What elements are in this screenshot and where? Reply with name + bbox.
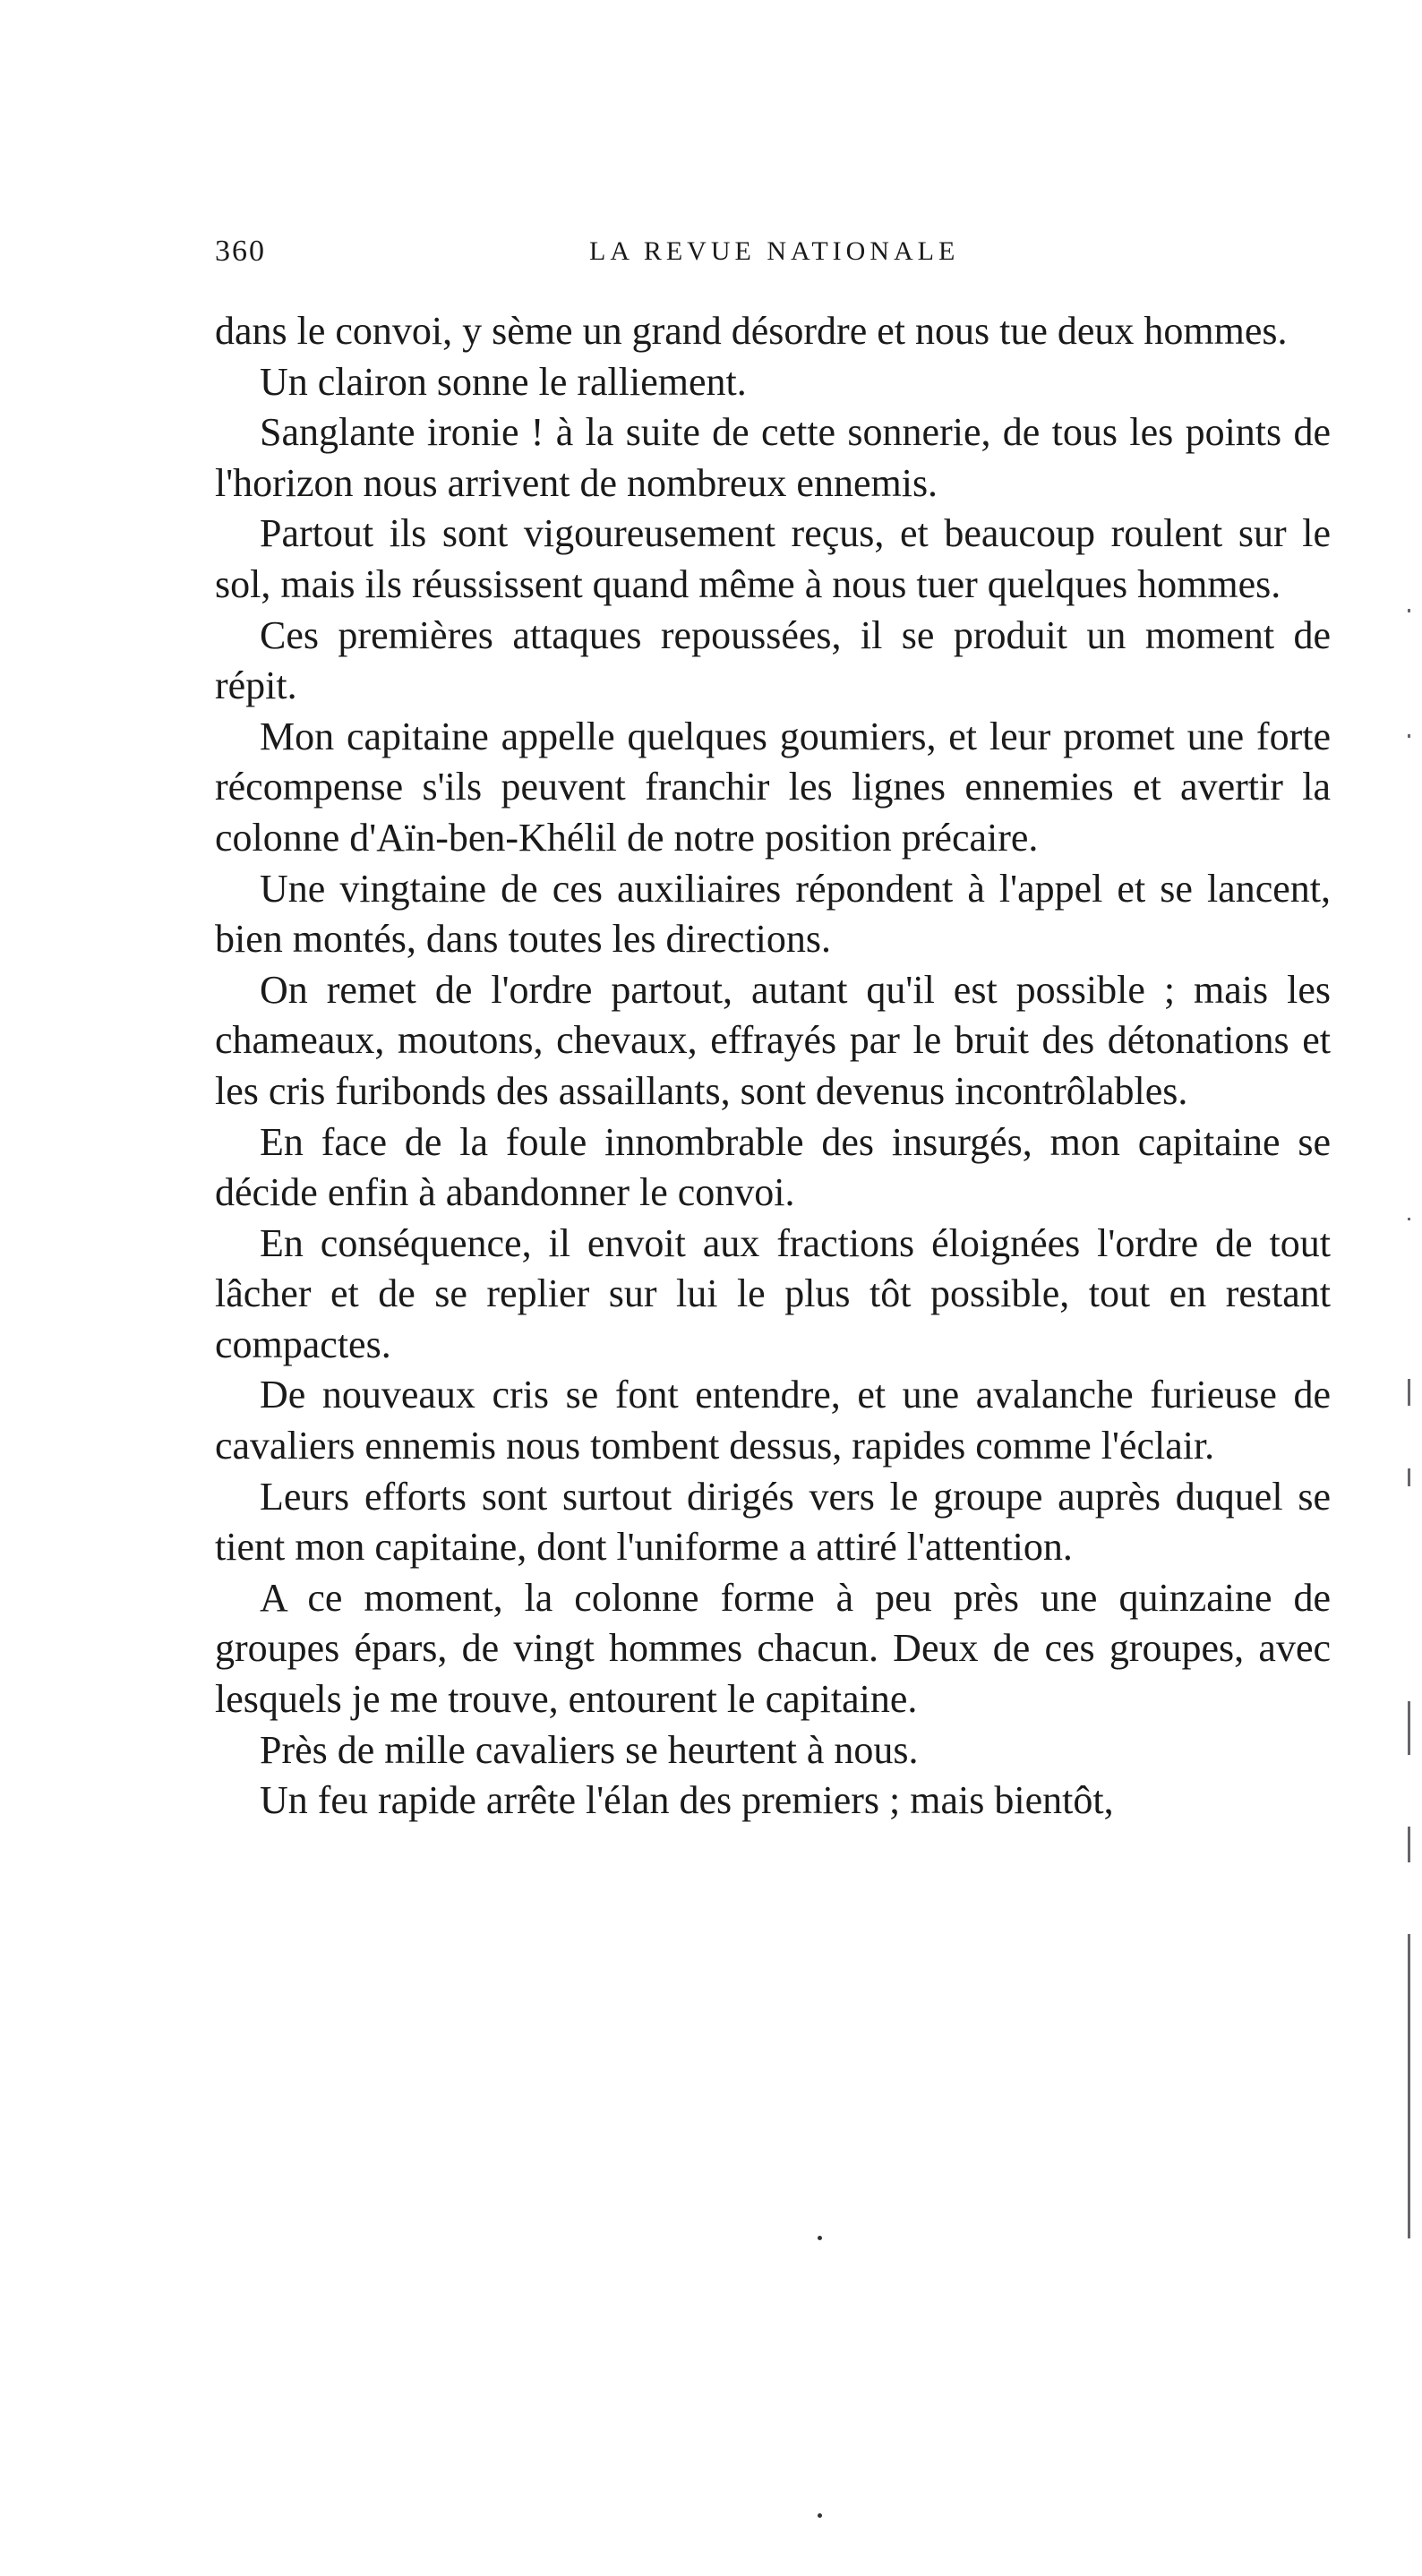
scan-mark	[1408, 609, 1410, 612]
paragraph-7: Une vingtaine de ces auxiliaires répondent à l'appel et se lancent, bien montés, dans toutes les directions.	[215, 866, 1331, 962]
paragraph-5: Ces premières attaques repoussées, il se produit un moment de répit.	[215, 612, 1331, 708]
scan-mark	[1408, 734, 1410, 738]
paragraph-9: En face de la foule innombrable des insurgés, mon capitaine se décide enfin à abandonner le convoi.	[215, 1119, 1331, 1215]
paragraph-13: A ce moment, la colonne forme à peu près une quinzaine de groupes épars, de vingt hommes chacun. Deux de ces groupes, avec lesquels je me trouve, entourent le capitaine.	[215, 1575, 1331, 1722]
page-number: 360	[215, 235, 266, 268]
scan-mark	[1408, 1827, 1410, 1862]
paragraph-4: Partout ils sont vigoureusement reçus, et beaucoup roulent sur le sol, mais ils réussissent quand même à nous tuer quelques hommes.	[215, 511, 1331, 606]
page-header	[215, 235, 1334, 279]
scan-speck	[818, 2513, 822, 2518]
paragraph-10: En conséquence, il envoit aux fractions éloignées l'ordre de tout lâcher et de se replier sur lui le plus tôt possible, tout en restant compactes.	[215, 1220, 1331, 1366]
scan-mark	[1408, 1468, 1410, 1486]
paragraph-1: dans le convoi, y sème un grand désordre et nous tue deux hommes.	[215, 309, 1288, 353]
running-title: LA REVUE NATIONALE	[589, 236, 960, 266]
paragraph-6: Mon capitaine appelle quelques goumiers, et leur promet une forte récompense s'ils peuvent franchir les lignes ennemies et avertir la colonne d'Aïn-ben-Khélil de notre position précaire.	[215, 714, 1331, 860]
scan-speck	[818, 2236, 822, 2240]
paragraph-14: Près de mille cavaliers se heurtent à nous.	[260, 1727, 919, 1772]
scan-margin-marks	[1408, 573, 1417, 2238]
scan-mark	[1408, 1218, 1410, 1220]
paragraph-2: Un clairon sonne le ralliement.	[260, 359, 747, 404]
scan-mark	[1408, 1379, 1410, 1406]
paragraph-15: Un feu rapide arrête l'élan des premiers ; mais bientôt,	[260, 1778, 1114, 1823]
paragraph-8: On remet de l'ordre partout, autant qu'il est possible ; mais les chameaux, moutons, chevaux, effrayés par le bruit des détonations et les cris furibonds des assaillants, sont devenus incontrôlables.	[215, 967, 1331, 1113]
paragraph-12: Leurs efforts sont surtout dirigés vers le groupe auprès duquel se tient mon capitaine, dont l'uniforme a attiré l'attention.	[215, 1474, 1331, 1570]
body-text	[215, 306, 1331, 1827]
scan-mark	[1408, 1934, 1410, 2238]
scan-mark	[1408, 1701, 1410, 1755]
paragraph-11: De nouveaux cris se font entendre, et une avalanche furieuse de cavaliers ennemis nous tombent dessus, rapides comme l'éclair.	[215, 1373, 1331, 1468]
paragraph-3: Sanglante ironie ! à la suite de cette sonnerie, de tous les points de l'horizon nous arrivent de nombreux ennemis.	[215, 410, 1331, 505]
